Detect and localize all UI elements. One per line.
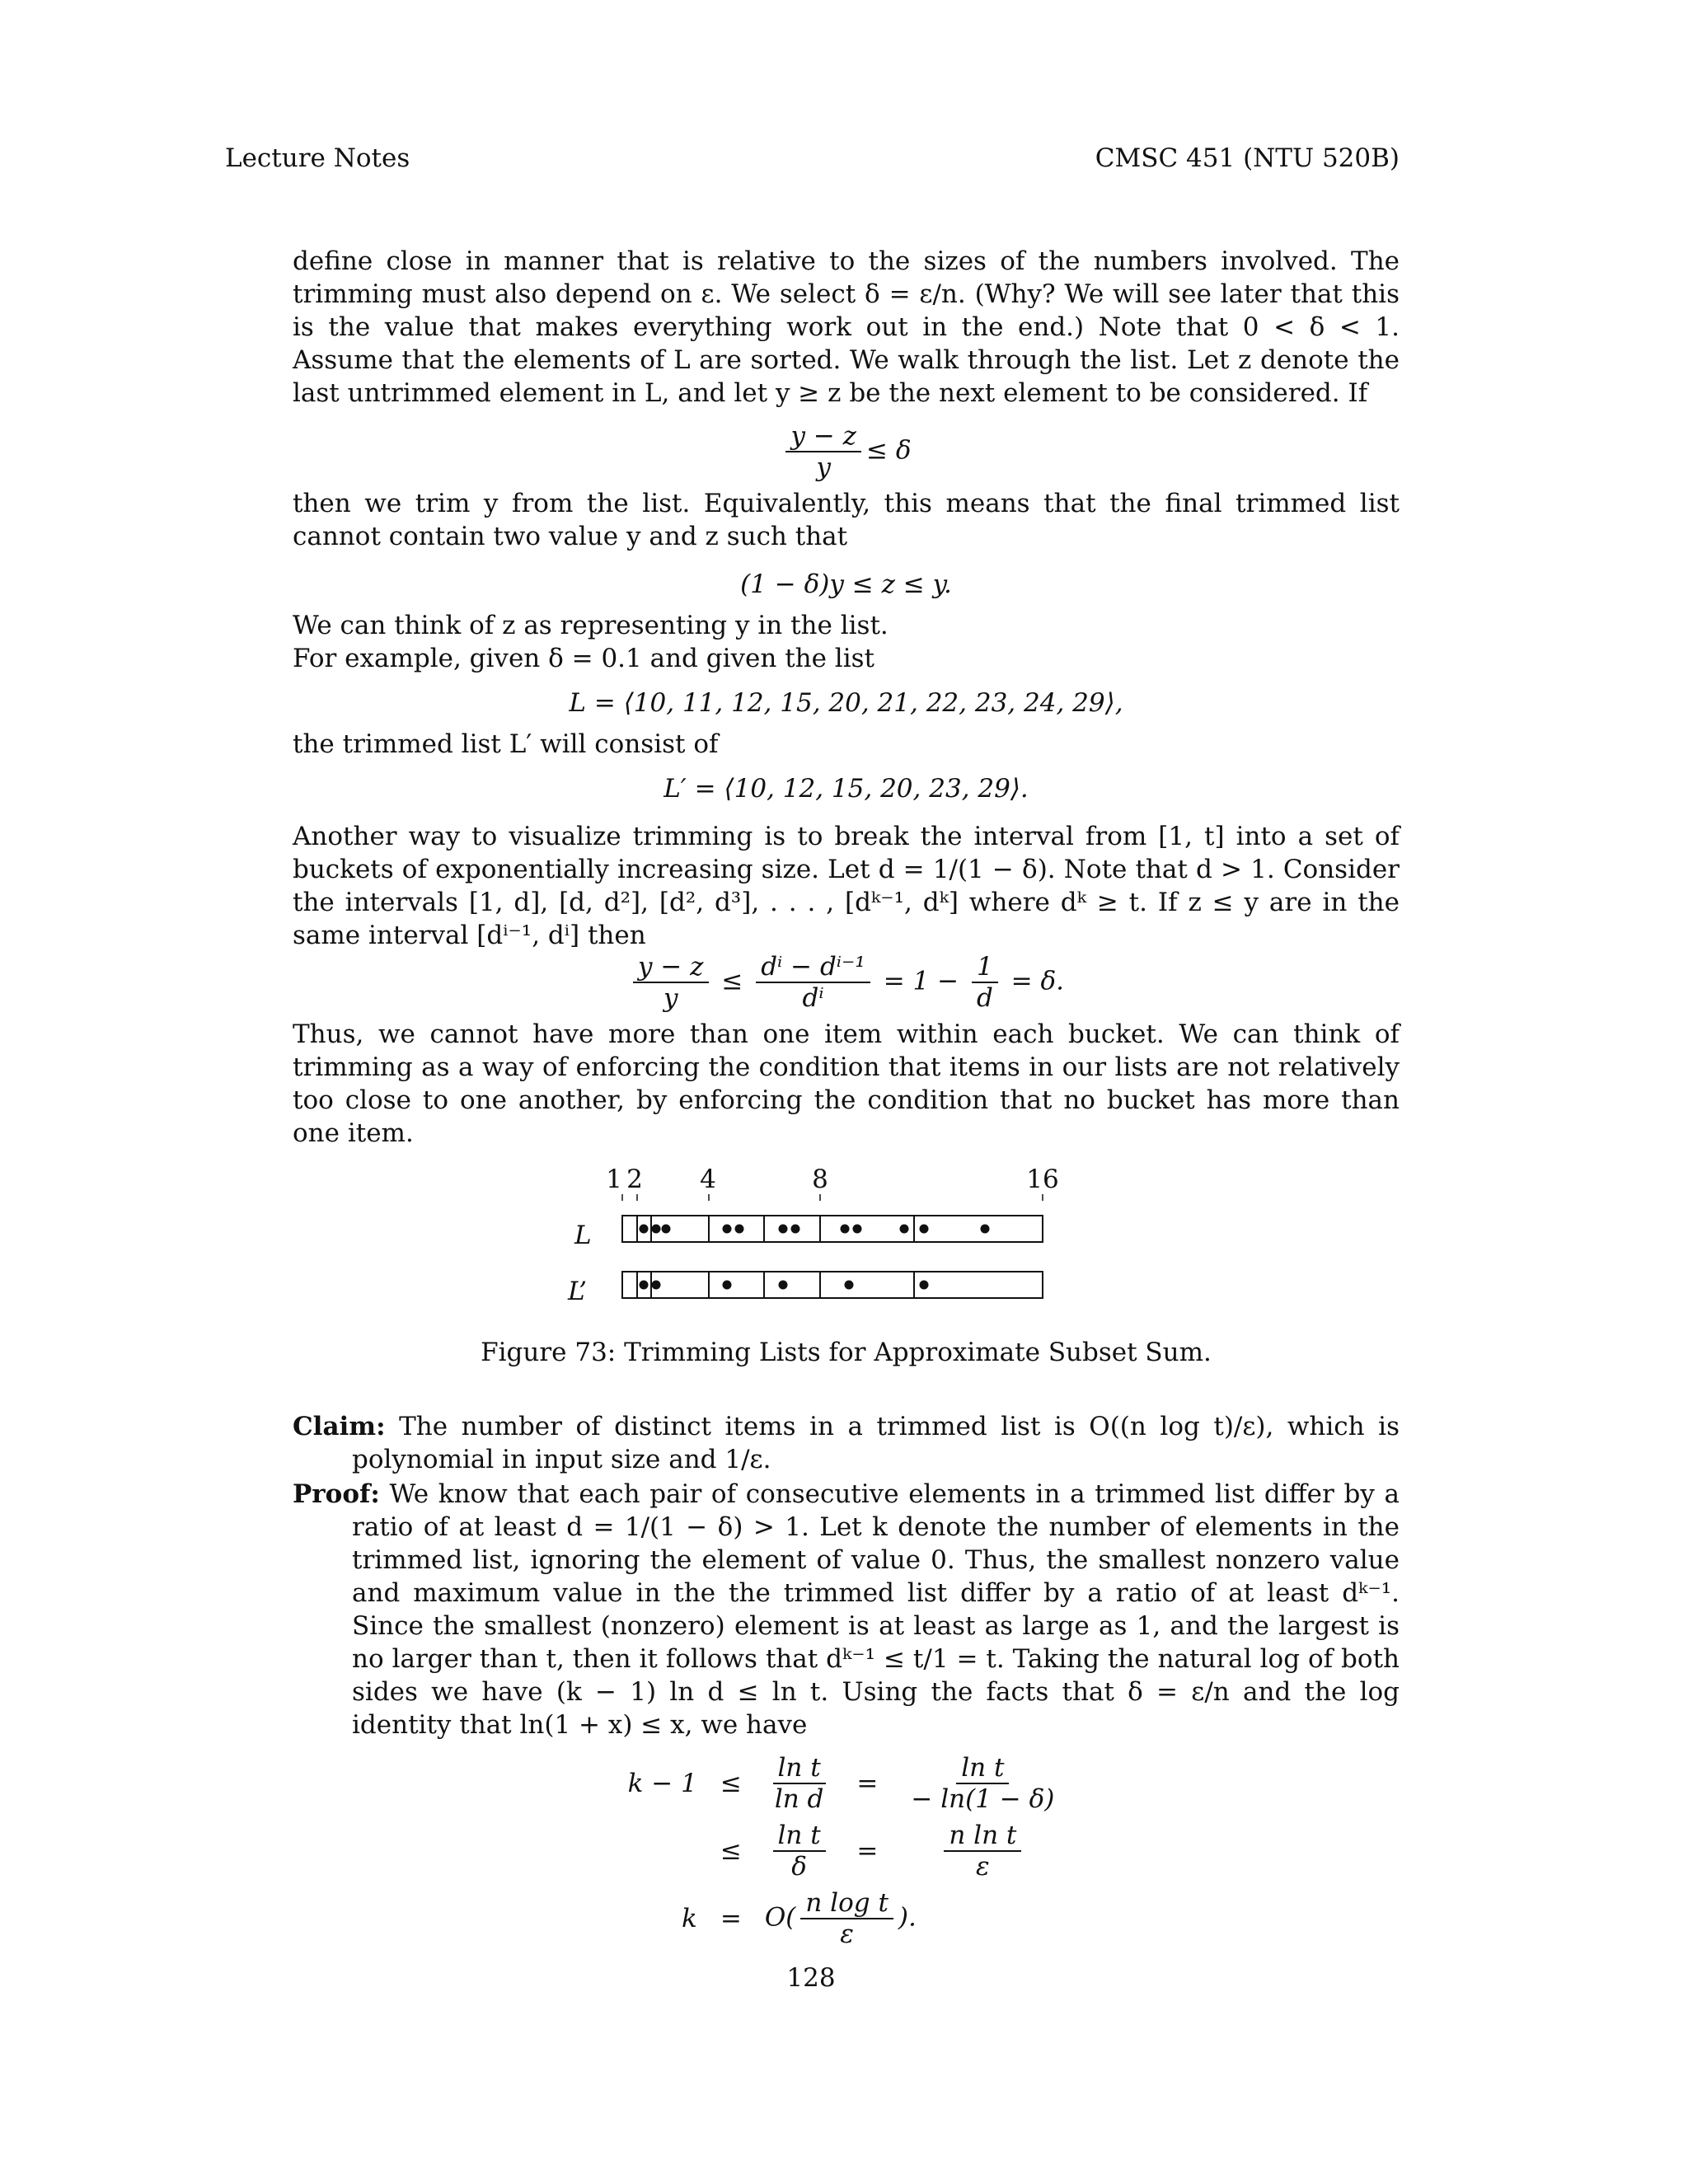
deriv-r1-anum: ln t [773, 1753, 826, 1784]
paragraph-1: define close in manner that is relative to the sizes of the numbers involved. The trimming must also depend on ε. We select δ = ε/n. (Why? We will see later that this is the value that makes everything work out in the end.) Note that 0 < δ < 1. Assume that the elements of L are sorted. We walk through the list. Let z denote the last untrimmed element in L, and let y ≥ z be the next element to be considered. If [293, 246, 1400, 408]
list-L-prime-row [622, 1272, 1043, 1298]
tick-label-8: 8 [812, 1165, 828, 1194]
deriv-r1-bnum: ln t [956, 1753, 1009, 1784]
deriv-r1-bden: − ln(1 − δ) [911, 1784, 1055, 1814]
claim-paragraph [293, 1410, 1400, 1476]
list-L-row [622, 1216, 1043, 1242]
deriv-r2-eq: = [856, 1836, 879, 1866]
eq5-mid: = 1 − [883, 966, 959, 996]
eq1-rhs: ≤ δ [866, 435, 912, 466]
tick-label-2: 2 [626, 1165, 643, 1194]
paragraph-5: the trimmed list L′ will consist of [293, 729, 719, 759]
tick-label-1: 1 [606, 1165, 622, 1194]
page-number: 128 [786, 1963, 836, 1993]
eq5-frac2-den: dⁱ [802, 983, 824, 1013]
eq5-end: = δ. [1010, 966, 1065, 996]
deriv-r1-rel: ≤ [720, 1769, 742, 1798]
derivation-block [628, 1753, 1065, 1949]
paragraph-2: then we trim y from the list. Equivalently, this means that the final trimmed list cannot contain two value y and z such that [293, 489, 1400, 551]
eq5-frac1-num: y − z [633, 952, 709, 983]
claim-text: The number of distinct items in a trimmed list is O((n log t)/ε), which is polynomial in input size and 1/ε. [352, 1412, 1400, 1474]
tick-label-16: 16 [1026, 1165, 1059, 1194]
figure-caption: Figure 73: Trimming Lists for Approximate Subset Sum. [481, 1338, 1212, 1367]
equation-list-L-prime: L′ = ⟨10, 12, 15, 20, 23, 29⟩. [663, 774, 1029, 804]
proof-paragraph [293, 1478, 1400, 1741]
row-label-L: L [574, 1221, 592, 1250]
tick-label-4: 4 [700, 1165, 716, 1194]
deriv-r2-bden: ε [976, 1852, 990, 1882]
deriv-r3-open: O( [764, 1902, 796, 1933]
eq5-frac3-num: 1 [972, 952, 998, 983]
equation-representing: (1 − δ)y ≤ z ≤ y. [740, 569, 952, 599]
eq1-denominator: y [816, 452, 831, 482]
equation-list-L: L = ⟨10, 11, 12, 15, 20, 21, 22, 23, 24, 29⟩, [569, 688, 1123, 718]
paragraph-6: Another way to visualize trimming is to break the interval from [1, t] into a set of buckets of exponentially increasing size. Let d = 1/(1 − δ). Note that d > 1. Consider the intervals [1, d], [d, d²], [d², d³], . . . , [dᵏ⁻¹, dᵏ] where dᵏ ≥ t. If z ≤ y are in the same interval [dⁱ⁻¹, dⁱ] then [293, 822, 1400, 950]
proof-text: We know that each pair of consecutive elements in a trimmed list differ by a ratio of at least d = 1/(1 − δ) > 1. Let k denote the number of elements in the trimmed list, ignoring the element of value 0. Thus, the smallest nonzero value and maximum value in the the trimmed list differ by a ratio of at least dᵏ⁻¹. Since the smallest (nonzero) element is at least as large as 1, and the largest is no larger than t, then it follows that dᵏ⁻¹ ≤ t/1 = t. Taking the natural log of both sides we have (k − 1) ln d ≤ ln t. Using the facts that δ = ε/n and the log identity that ln(1 + x) ≤ x, we have [352, 1479, 1400, 1740]
eq5-frac2-num: dⁱ − dⁱ⁻¹ [756, 952, 870, 983]
deriv-r1-aden: ln d [774, 1784, 824, 1814]
eq5-frac3-den: d [976, 983, 993, 1013]
paragraph-3: We can think of z as representing y in the list. [293, 611, 889, 640]
paragraph-4: For example, given δ = 0.1 and given the list [293, 644, 875, 673]
deriv-r2-aden: δ [791, 1852, 807, 1882]
deriv-r1-lhs: k − 1 [627, 1769, 697, 1798]
deriv-r3-rel: = [720, 1904, 742, 1933]
page-body [293, 245, 1400, 1949]
deriv-r2-anum: ln t [773, 1821, 826, 1852]
equation-trim-condition [293, 421, 1400, 482]
deriv-r2-rel: ≤ [720, 1836, 742, 1866]
claim-label: Claim: [293, 1412, 386, 1441]
eq5-rel: ≤ [721, 966, 743, 996]
deriv-r3-num: n log t [800, 1888, 893, 1919]
trimming-figure [293, 1163, 1400, 1319]
deriv-r3-den: ε [840, 1919, 854, 1949]
deriv-r3-lhs: k [682, 1904, 697, 1933]
row-label-L-prime: L’ [568, 1277, 588, 1306]
eq1-numerator: y − z [785, 421, 861, 452]
eq5-frac1-den: y [663, 983, 678, 1013]
proof-label: Proof: [293, 1479, 380, 1509]
paragraph-7: Thus, we cannot have more than one item within each bucket. We can think of trimming as a way of enforcing the condition that items in our lists are not relatively too close to one another, by enforcing the condition that no bucket has more than one item. [293, 1019, 1400, 1148]
running-header-left: Lecture Notes [225, 143, 410, 173]
deriv-r3-close: ). [898, 1902, 917, 1933]
equation-bucket-ratio [293, 952, 1400, 1013]
deriv-r2-bnum: n ln t [944, 1821, 1021, 1852]
deriv-r1-eq: = [856, 1769, 879, 1798]
deriv-r3-rhs [765, 1888, 1065, 1949]
running-header-right: CMSC 451 (NTU 520B) [1095, 143, 1400, 173]
